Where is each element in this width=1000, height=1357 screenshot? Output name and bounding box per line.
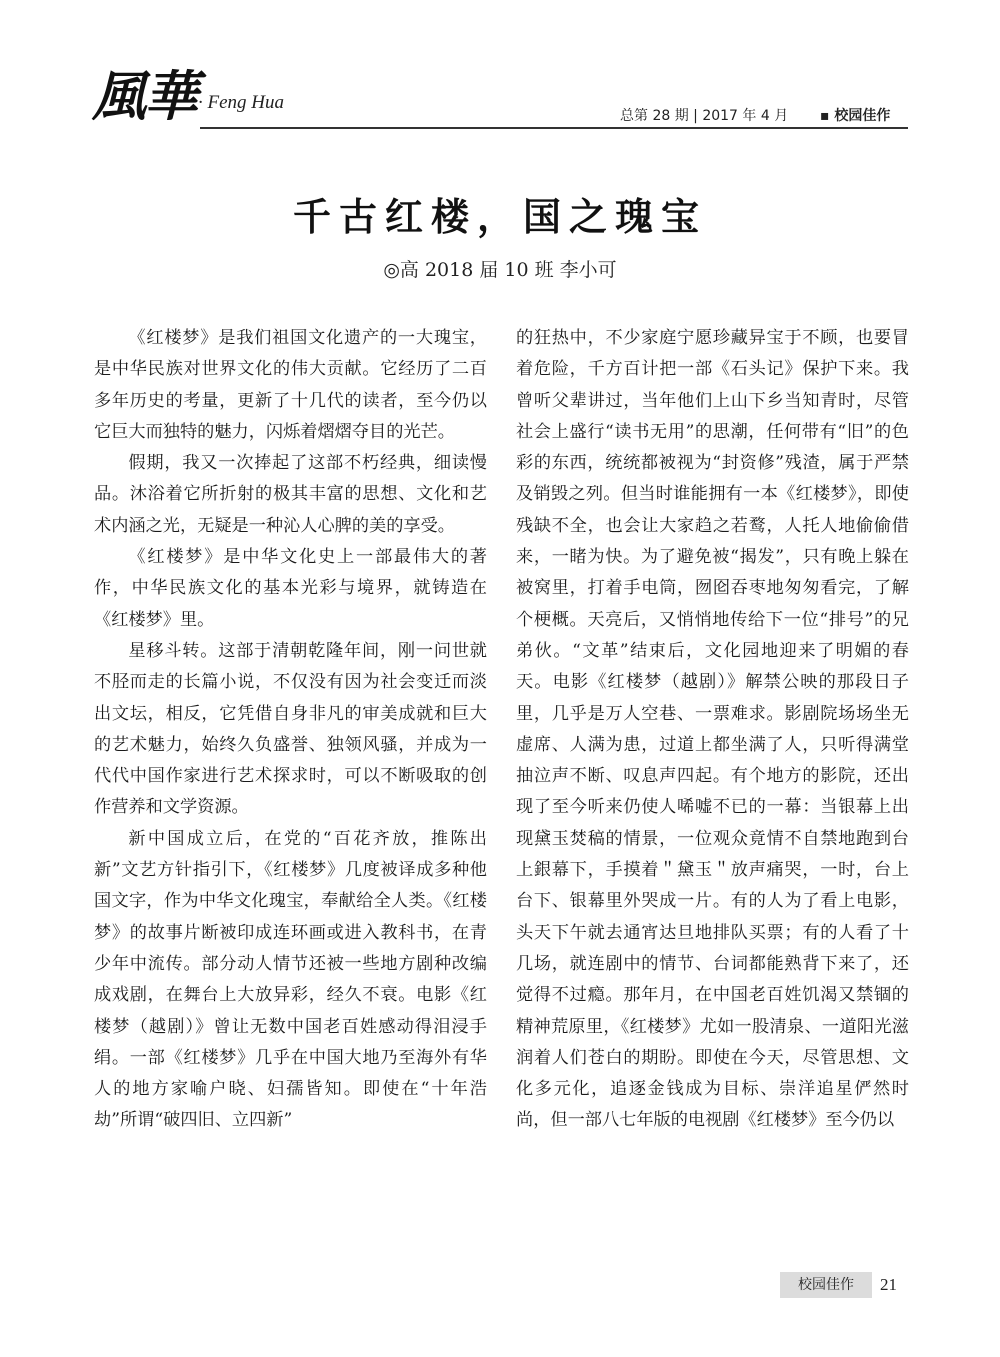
paragraph: 《红楼梦》是我们祖国文化遗产的一大瑰宝，是中华民族对世界文化的伟大贡献。它经历了二百多年历史的考量，更新了十几代的读者，至今仍以它巨大而独特的魅力，闪烁着熠熠夺目的光芒。 [94,328,487,442]
article-byline: ◎高 2018 届 10 班 李小可 [383,259,617,281]
paragraph: 假期，我又一次捧起了这部不朽经典，细读慢品。沐浴着它所折射的极其丰富的思想、文化和艺术内涵之光，无疑是一种沁人心脾的美的享受。 [94,453,487,536]
issue-info: 总第 28 期 | 2017 年 4 月 [620,108,789,124]
paragraph: 新中国成立后，在党的“百花齐放，推陈出新”文艺方针指引下，《红楼梦》几度被译成多种他国文字，作为中华文化瑰宝，奉献给全人类。《红楼梦》的故事片断被印成连环画或进入教科书，在青少年中流传。部分动人情节还被一些地方剧种改编成戏剧，在舞台上大放异彩，经久不衰。电影《红楼梦（越剧）》曾让无数中国老百姓感动得泪浸手绢。一部《红楼梦》几乎在中国大地乃至海外有华人的地方家喻户晓、妇孺皆知。即使在“十年浩劫”所谓“破四旧、立四新” [94,828,487,1131]
article-title: 千古红楼，国之瑰宝 [292,195,707,239]
right-column [516,323,909,1137]
page-footer [780,1272,980,1300]
page-header [0,0,1000,140]
paragraph: 《红楼梦》是中华文化史上一部最伟大的著作，中华民族文化的基本光彩与境界，就铸造在《红楼梦》里。 [94,547,487,630]
magazine-logo-english: · Feng Hua [198,92,285,113]
magazine-logo: 風華 [92,64,196,128]
paragraph: 的狂热中，不少家庭宁愿珍藏异宝于不顾，也要冒着危险，千方百计把一部《石头记》保护下来。我曾听父辈讲过，当年他们上山下乡当知青时，尽管社会上盛行“读书无用”的思潮，任何带有“旧”的色彩的东西，统统都被视为“封资修”残渣，属于严禁及销毁之列。但当时谁能拥有一本《红楼梦》，即使残缺不全，也会让大家趋之若鹜，人托人地偷偷借来，一睹为快。为了避免被“揭发”，只有晚上躲在被窝里，打着手电筒，囫囵吞枣地匆匆看完，了解个梗概。天亮后，又悄悄地传给下一位“排号”的兄弟伙。“文革”结束后，文化园地迎来了明媚的春天。电影《红楼梦（越剧）》解禁公映的那段日子里，几乎是万人空巷、一票难求。影剧院场场坐无虚席、人满为患，过道上都坐满了人，只听得满堂抽泣声不断、叹息声四起。有个地方的影院，还出现了至今听来仍使人唏嘘不已的一幕：当银幕上出现黛玉焚稿的情景，一位观众竟情不自禁地跑到台上銀幕下，手摸着＂黛玉＂放声痛哭，一时，台上台下、银幕里外哭成一片。有的人为了看上电影，头天下午就去通宵达旦地排队买票；有的人看了十几场，就连剧中的情节、台词都能熟背下来了，还觉得不过瘾。那年月，在中国老百姓饥渴又禁锢的精神荒原里，《红楼梦》尤如一股清泉、一道阳光滋润着人们苍白的期盼。即使在今天，尽管思想、文化多元化，追逐金钱成为目标、崇洋追星俨然时尚，但一部八七年版的电视剧《红楼梦》至今仍以 [516,328,909,1131]
left-column [94,323,487,1137]
paragraph: 星移斗转。这部于清朝乾隆年间，刚一问世就不胫而走的长篇小说，不仅没有因为社会变迁而淡出文坛，相反，它凭借自身非凡的审美成就和巨大的艺术魅力，始终久负盛誉、独领风骚，并成为一代代中国作家进行艺术探求时，可以不断吸取的创作营养和文学资源。 [94,640,487,818]
header-rule [200,127,908,129]
page-number: 21 [880,1275,897,1294]
column-tag: ▪ 校园佳作 [820,108,891,124]
footer-section-label: 校园佳作 [780,1272,872,1298]
